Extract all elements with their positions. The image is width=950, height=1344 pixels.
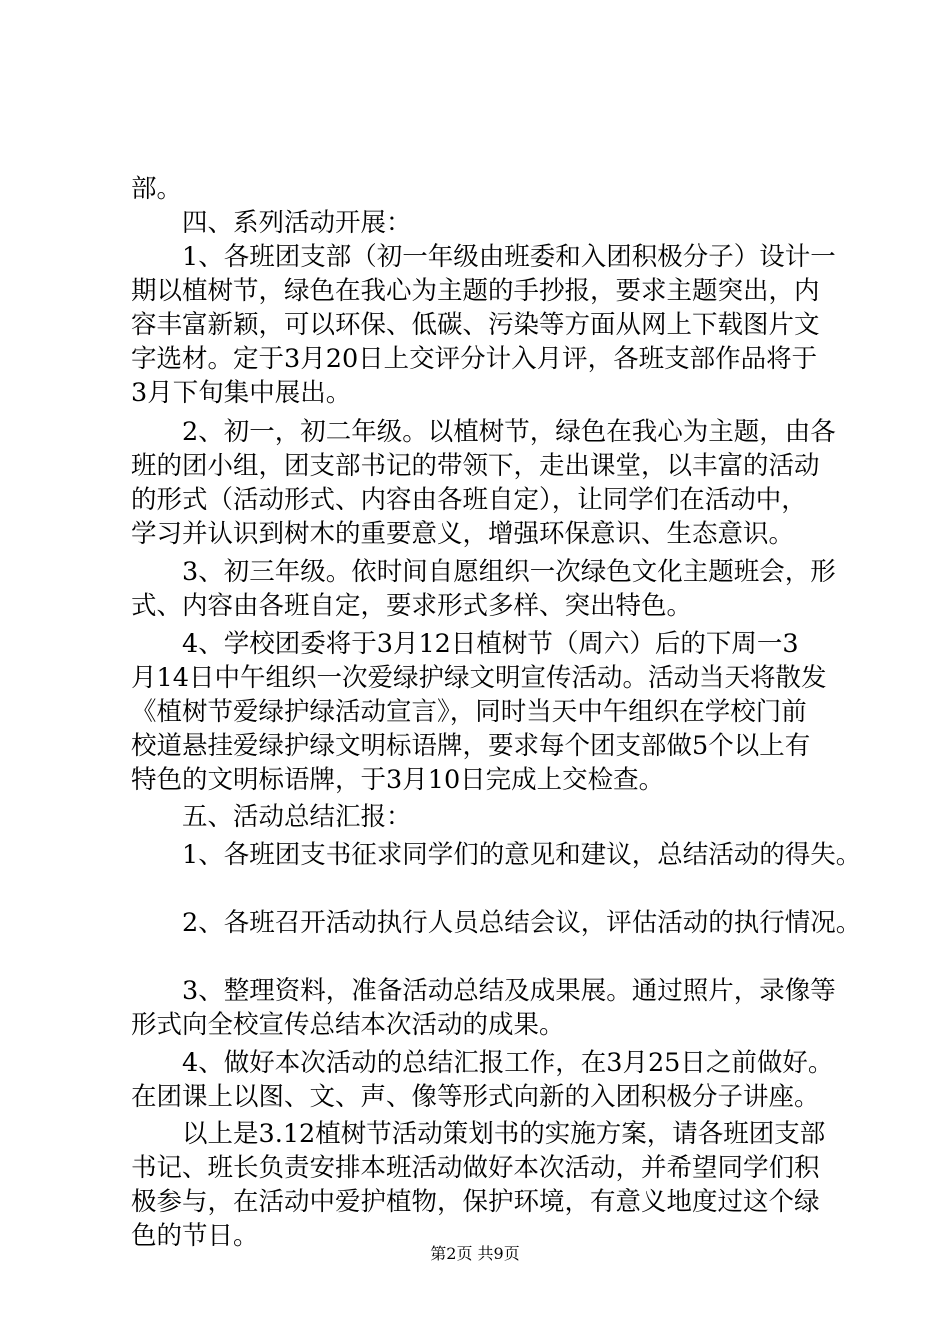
paragraph-line: 特色的文明标语牌，于3月10日完成上交检查。 [131,765,665,795]
paragraph-line: 4、学校团委将于3月12日植树节（周六）后的下周一3 [131,629,799,659]
paragraph-line: 形式向全校宣传总结本次活动的成果。 [131,1010,565,1040]
paragraph-line: 2、初一，初二年级。以植树节，绿色在我心为主题，由各 [131,417,836,447]
paragraph-line: 学习并认识到树木的重要意义，增强环保意识、生态意识。 [131,519,795,549]
section-heading: 五、活动总结汇报： [131,802,412,832]
paragraph-line: 校道悬挂爱绿护绿文明标语牌，要求每个团支部做5个以上有 [131,731,811,761]
paragraph-line: 在团课上以图、文、声、像等形式向新的入团积极分子讲座。 [131,1082,820,1112]
paragraph-line: 1、各班团支部（初一年级由班委和入团积极分子）设计一 [131,242,836,272]
paragraph-line: 月14日中午组织一次爱绿护绿文明宣传活动。活动当天将散发 [131,663,827,693]
paragraph-line: 1、各班团支书征求同学们的意见和建议，总结活动的得失。 [131,840,862,870]
paragraph-line: 2、各班召开活动执行人员总结会议，评估活动的执行情况。 [131,908,862,938]
paragraph-line: 书记、班长负责安排本班活动做好本次活动，并希望同学们积 [131,1153,820,1183]
paragraph-line: 3月下旬集中展出。 [131,378,352,408]
paragraph-line: 的形式（活动形式、内容由各班自定），让同学们在活动中， [131,485,807,515]
paragraph-line: 4、做好本次活动的总结汇报工作，在3月25日之前做好。 [131,1048,834,1078]
paragraph-line: 容丰富新颖，可以环保、低碳、污染等方面从网上下载图片文 [131,310,820,340]
section-heading: 四、系列活动开展： [131,208,412,238]
paragraph-line: 式、内容由各班自定，要求形式多样、突出特色。 [131,591,693,621]
paragraph-line: 《植树节爱绿护绿活动宣言》，同时当天中午组织在学校门前 [131,697,807,727]
paragraph-line: 3、初三年级。依时间自愿组织一次绿色文化主题班会，形 [131,557,836,587]
paragraph-line: 极参与，在活动中爱护植物，保护环境，有意义地度过这个绿 [131,1187,820,1217]
paragraph-line: 字选材。定于3月20日上交评分计入月评，各班支部作品将于 [131,344,818,374]
paragraph-line: 3、整理资料，准备活动总结及成果展。通过照片，录像等 [131,976,836,1006]
paragraph-line: 色的节日。 [131,1221,259,1251]
paragraph-line: 以上是3.12植树节活动策划书的实施方案，请各班团支部 [131,1119,826,1149]
page-number: 第2页 共9页 [430,1244,520,1263]
paragraph-line: 班的团小组，团支部书记的带领下，走出课堂，以丰富的活动 [131,451,820,481]
paragraph-line: 期以植树节，绿色在我心为主题的手抄报，要求主题突出，内 [131,276,820,306]
paragraph-line: 部。 [131,174,183,204]
